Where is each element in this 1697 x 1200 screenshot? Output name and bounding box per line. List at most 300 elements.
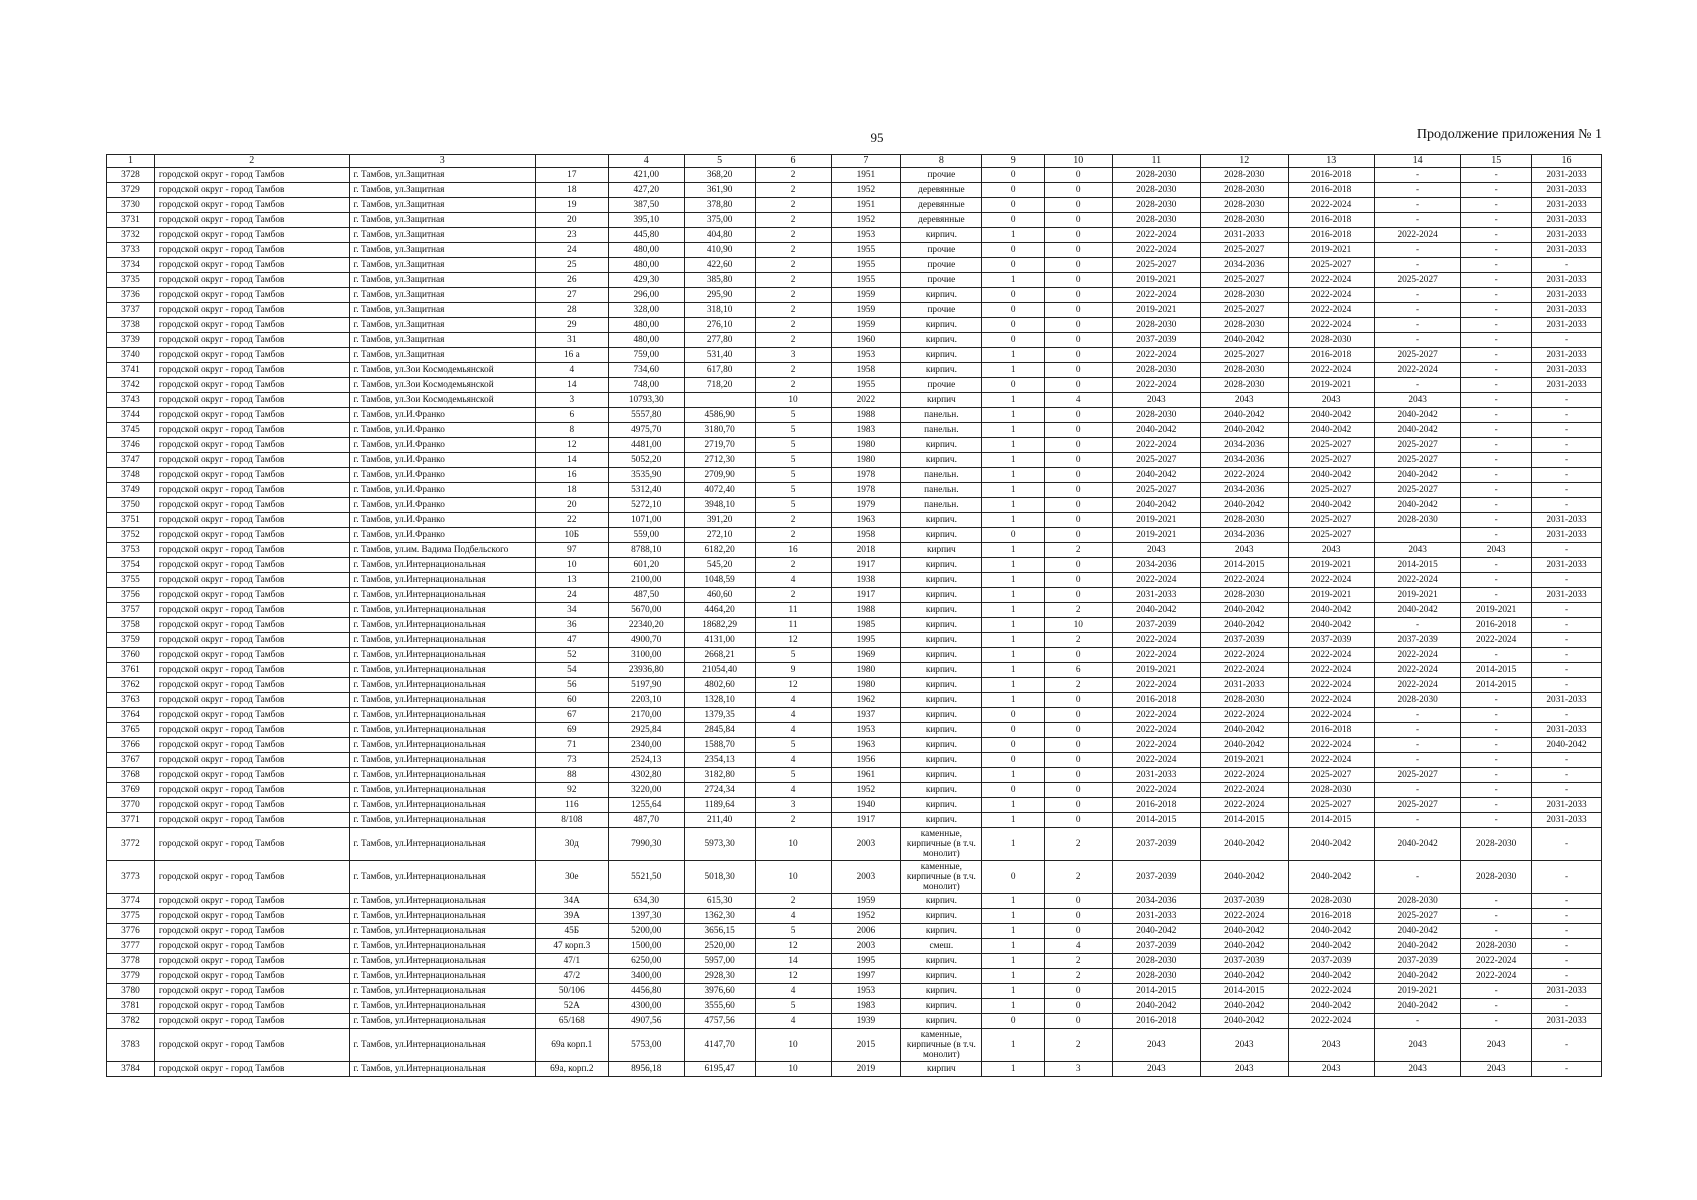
table-cell: - xyxy=(1374,723,1460,738)
table-cell: 69а корп.1 xyxy=(535,1029,608,1062)
table-cell: 1952 xyxy=(831,909,901,924)
table-cell: 2040-2042 xyxy=(1288,861,1374,894)
table-cell: 2016-2018 xyxy=(1112,693,1200,708)
table-cell: 31 xyxy=(535,333,608,348)
table-cell: 4 xyxy=(755,909,831,924)
table-row xyxy=(107,723,1602,738)
table-cell: г. Тамбов, ул.Интернациональная xyxy=(349,954,535,969)
table-cell: - xyxy=(1461,558,1532,573)
table-cell: 2 xyxy=(755,813,831,828)
table-cell: кирпич. xyxy=(901,1014,982,1029)
table-cell: - xyxy=(1461,1014,1532,1029)
table-cell: 5 xyxy=(755,498,831,513)
table-cell: 1 xyxy=(982,648,1044,663)
table-cell: 1939 xyxy=(831,1014,901,1029)
table-cell: 1 xyxy=(982,543,1044,558)
table-cell: 3771 xyxy=(107,813,155,828)
table-cell: 3736 xyxy=(107,288,155,303)
table-cell: панельн. xyxy=(901,423,982,438)
table-cell: каменные, кирпичные (в т.ч. монолит) xyxy=(901,861,982,894)
table-cell: - xyxy=(1374,861,1460,894)
table-cell: 1500,00 xyxy=(608,939,684,954)
table-cell: 3745 xyxy=(107,423,155,438)
table-cell: 0 xyxy=(1044,273,1112,288)
table-cell: смеш. xyxy=(901,939,982,954)
table-cell: 2034-2036 xyxy=(1201,438,1288,453)
table-cell: панельн. xyxy=(901,498,982,513)
table-cell: 3779 xyxy=(107,969,155,984)
table-cell: кирпич. xyxy=(901,528,982,543)
table-cell: г. Тамбов, ул.Интернациональная xyxy=(349,984,535,999)
table-cell: г. Тамбов, ул.И.Франко xyxy=(349,468,535,483)
table-row xyxy=(107,198,1602,213)
table-cell: - xyxy=(1461,363,1532,378)
table-row xyxy=(107,603,1602,618)
table-cell: 2040-2042 xyxy=(1288,408,1374,423)
table-cell: 1 xyxy=(982,438,1044,453)
table-row xyxy=(107,954,1602,969)
table-cell: - xyxy=(1532,663,1602,678)
table-cell: 1952 xyxy=(831,183,901,198)
table-cell: 5 xyxy=(755,738,831,753)
table-row xyxy=(107,798,1602,813)
table-cell: городской округ - город Тамбов xyxy=(154,738,349,753)
table-cell: - xyxy=(1461,483,1532,498)
table-cell: 2022-2024 xyxy=(1288,198,1374,213)
table-cell: 1 xyxy=(982,588,1044,603)
table-cell: 2028-2030 xyxy=(1201,513,1288,528)
table-cell: 368,20 xyxy=(684,168,755,183)
table-cell: 545,20 xyxy=(684,558,755,573)
table-cell: 3737 xyxy=(107,303,155,318)
table-cell: 4464,20 xyxy=(684,603,755,618)
table-cell: г. Тамбов, ул.Интернациональная xyxy=(349,738,535,753)
table-cell: 88 xyxy=(535,768,608,783)
table-cell: - xyxy=(1461,318,1532,333)
table-cell: городской округ - город Тамбов xyxy=(154,588,349,603)
table-cell: 0 xyxy=(1044,228,1112,243)
table-cell: г. Тамбов, ул.Интернациональная xyxy=(349,603,535,618)
table-cell: 2040-2042 xyxy=(1288,924,1374,939)
table-cell: - xyxy=(1374,708,1460,723)
table-cell: 2845,84 xyxy=(684,723,755,738)
table-cell: 1953 xyxy=(831,723,901,738)
table-cell: 2022-2024 xyxy=(1461,954,1532,969)
table-cell: 2028-2030 xyxy=(1201,318,1288,333)
table-cell: 559,00 xyxy=(608,528,684,543)
table-cell: 30е xyxy=(535,861,608,894)
table-cell: 2031-2033 xyxy=(1532,1014,1602,1029)
table-cell: деревянные xyxy=(901,213,982,228)
table-cell: 2022-2024 xyxy=(1112,348,1200,363)
table-cell: г. Тамбов, ул.Интернациональная xyxy=(349,663,535,678)
table-cell: 2022-2024 xyxy=(1288,738,1374,753)
table-cell: г. Тамбов, ул.Интернациональная xyxy=(349,768,535,783)
table-cell: 2028-2030 xyxy=(1112,954,1200,969)
table-cell: 1 xyxy=(982,393,1044,408)
table-cell: 5 xyxy=(755,483,831,498)
table-cell: 0 xyxy=(1044,348,1112,363)
table-cell: каменные, кирпичные (в т.ч. монолит) xyxy=(901,828,982,861)
table-cell: 2043 xyxy=(1288,393,1374,408)
table-cell: 2022-2024 xyxy=(1288,678,1374,693)
table-cell: - xyxy=(1532,603,1602,618)
table-cell: 2040-2042 xyxy=(1201,408,1288,423)
table-cell: 2 xyxy=(755,513,831,528)
table-cell: 3555,60 xyxy=(684,999,755,1014)
table-cell: 2016-2018 xyxy=(1288,183,1374,198)
table-cell: 20 xyxy=(535,498,608,513)
table-cell: - xyxy=(1461,999,1532,1014)
table-cell: 4131,00 xyxy=(684,633,755,648)
table-cell: 2040-2042 xyxy=(1201,1014,1288,1029)
table-cell: 2040-2042 xyxy=(1112,603,1200,618)
table-cell: - xyxy=(1461,393,1532,408)
table-cell: 3744 xyxy=(107,408,155,423)
table-cell: 2028-2030 xyxy=(1374,894,1460,909)
table-cell: 4072,40 xyxy=(684,483,755,498)
table-cell: 1983 xyxy=(831,999,901,1014)
table-cell: 1362,30 xyxy=(684,909,755,924)
table-row xyxy=(107,363,1602,378)
table-cell: 2022-2024 xyxy=(1201,708,1288,723)
table-cell: 2028-2030 xyxy=(1201,378,1288,393)
table-cell: - xyxy=(1532,483,1602,498)
table-cell: 2034-2036 xyxy=(1201,528,1288,543)
table-row xyxy=(107,693,1602,708)
table-cell: 3948,10 xyxy=(684,498,755,513)
table-cell: 2037-2039 xyxy=(1374,633,1460,648)
table-row xyxy=(107,969,1602,984)
table-cell: 1 xyxy=(982,408,1044,423)
table-cell: 2028-2030 xyxy=(1201,183,1288,198)
table-cell: 4 xyxy=(755,723,831,738)
table-cell: - xyxy=(1532,828,1602,861)
table-cell: 1588,70 xyxy=(684,738,755,753)
table-cell: 5052,20 xyxy=(608,453,684,468)
table-cell: - xyxy=(1461,924,1532,939)
table-cell: деревянные xyxy=(901,198,982,213)
table-cell: 3182,80 xyxy=(684,768,755,783)
table-cell: 2025-2027 xyxy=(1288,798,1374,813)
table-row xyxy=(107,243,1602,258)
table-cell: 2022-2024 xyxy=(1288,648,1374,663)
table-row xyxy=(107,648,1602,663)
table-cell: - xyxy=(1532,969,1602,984)
table-cell: 2034-2036 xyxy=(1201,453,1288,468)
table-cell: 2037-2039 xyxy=(1112,828,1200,861)
table-cell: 2043 xyxy=(1201,1062,1288,1077)
table-cell: 0 xyxy=(1044,243,1112,258)
table-cell: 2 xyxy=(755,318,831,333)
table-cell: 1959 xyxy=(831,288,901,303)
table-cell: 1 xyxy=(982,999,1044,1014)
table-cell: - xyxy=(1374,378,1460,393)
table-cell: 1 xyxy=(982,228,1044,243)
table-cell: 2016-2018 xyxy=(1288,228,1374,243)
table-cell: кирпич. xyxy=(901,813,982,828)
table-cell: 0 xyxy=(1044,303,1112,318)
table-cell: 21054,40 xyxy=(684,663,755,678)
table-cell: 2028-2030 xyxy=(1374,513,1460,528)
table-row xyxy=(107,894,1602,909)
table-cell: 2 xyxy=(755,303,831,318)
table-cell: 2022-2024 xyxy=(1112,738,1200,753)
table-cell: 2 xyxy=(755,273,831,288)
table-row xyxy=(107,588,1602,603)
table-cell: 2040-2042 xyxy=(1201,924,1288,939)
table-cell: 2022-2024 xyxy=(1288,693,1374,708)
table-row xyxy=(107,768,1602,783)
table-cell: 2022-2024 xyxy=(1201,663,1288,678)
table-cell: городской округ - город Тамбов xyxy=(154,528,349,543)
table-cell: 0 xyxy=(1044,768,1112,783)
table-cell: 0 xyxy=(982,861,1044,894)
table-cell: 1 xyxy=(982,663,1044,678)
table-cell: 3776 xyxy=(107,924,155,939)
table-cell: 2025-2027 xyxy=(1374,798,1460,813)
table-cell: 3778 xyxy=(107,954,155,969)
table-cell: 2043 xyxy=(1461,543,1532,558)
table-cell: 2003 xyxy=(831,939,901,954)
table-cell: кирпич. xyxy=(901,558,982,573)
table-cell: 2022-2024 xyxy=(1112,573,1200,588)
table-cell: 2025-2027 xyxy=(1201,303,1288,318)
table-cell: 1955 xyxy=(831,243,901,258)
table-cell: 2 xyxy=(1044,1029,1112,1062)
table-cell: городской округ - город Тамбов xyxy=(154,999,349,1014)
table-cell: 2031-2033 xyxy=(1532,813,1602,828)
table-cell: 0 xyxy=(1044,738,1112,753)
table-cell: 2028-2030 xyxy=(1112,363,1200,378)
table-cell: городской округ - город Тамбов xyxy=(154,798,349,813)
table-cell: - xyxy=(1532,333,1602,348)
column-header-8: 7 xyxy=(831,155,901,168)
table-row xyxy=(107,468,1602,483)
table-cell: - xyxy=(1532,543,1602,558)
table-cell: 1328,10 xyxy=(684,693,755,708)
table-cell: 47/2 xyxy=(535,969,608,984)
table-cell: 1 xyxy=(982,924,1044,939)
table-cell: г. Тамбов, ул.Интернациональная xyxy=(349,588,535,603)
table-cell: кирпич. xyxy=(901,438,982,453)
table-cell: прочие xyxy=(901,258,982,273)
table-cell: кирпич xyxy=(901,1062,982,1077)
table-cell: 23 xyxy=(535,228,608,243)
table-cell: 1988 xyxy=(831,603,901,618)
table-cell: 421,00 xyxy=(608,168,684,183)
table-cell: 50/106 xyxy=(535,984,608,999)
table-cell: - xyxy=(1461,243,1532,258)
table-cell: 2014-2015 xyxy=(1288,813,1374,828)
table-cell: 5197,90 xyxy=(608,678,684,693)
table-cell: 2028-2030 xyxy=(1112,408,1200,423)
table-cell: прочие xyxy=(901,243,982,258)
table-cell: 2040-2042 xyxy=(1201,423,1288,438)
table-cell: г. Тамбов, ул.Интернациональная xyxy=(349,708,535,723)
table-cell: 2028-2030 xyxy=(1288,894,1374,909)
table-cell: 1 xyxy=(982,363,1044,378)
table-cell: 2034-2036 xyxy=(1112,558,1200,573)
table-cell: прочие xyxy=(901,168,982,183)
table-cell: 1 xyxy=(982,894,1044,909)
table-cell: - xyxy=(1461,708,1532,723)
table-cell: 429,30 xyxy=(608,273,684,288)
table-cell: г. Тамбов, ул.И.Франко xyxy=(349,498,535,513)
table-cell: - xyxy=(1532,954,1602,969)
table-cell: 16 xyxy=(755,543,831,558)
table-cell: 5200,00 xyxy=(608,924,684,939)
table-cell: - xyxy=(1461,648,1532,663)
table-cell: - xyxy=(1461,798,1532,813)
table-cell: 3100,00 xyxy=(608,648,684,663)
table-cell: г. Тамбов, ул.им. Вадима Подбельского xyxy=(349,543,535,558)
table-cell: 2019-2021 xyxy=(1461,603,1532,618)
table-cell: 531,40 xyxy=(684,348,755,363)
table-cell: 1952 xyxy=(831,783,901,798)
table-cell: 0 xyxy=(982,378,1044,393)
table-cell: 28 xyxy=(535,303,608,318)
table-cell: - xyxy=(1532,633,1602,648)
table-cell: г. Тамбов, ул.Интернациональная xyxy=(349,693,535,708)
table-cell: 92 xyxy=(535,783,608,798)
table-cell: 2 xyxy=(1044,954,1112,969)
table-cell: 2025-2027 xyxy=(1374,273,1460,288)
table-cell: 0 xyxy=(982,723,1044,738)
table-cell: 97 xyxy=(535,543,608,558)
table-row xyxy=(107,861,1602,894)
table-cell: 22 xyxy=(535,513,608,528)
table-cell: 3766 xyxy=(107,738,155,753)
table-cell: - xyxy=(1461,258,1532,273)
table-cell: 2019-2021 xyxy=(1201,753,1288,768)
table-cell: - xyxy=(1461,693,1532,708)
table-cell: 2040-2042 xyxy=(1201,939,1288,954)
table-cell: 2040-2042 xyxy=(1201,738,1288,753)
table-row xyxy=(107,453,1602,468)
table-cell: 3732 xyxy=(107,228,155,243)
table-cell: 10 xyxy=(535,558,608,573)
table-cell: 2016-2018 xyxy=(1288,213,1374,228)
table-cell: кирпич. xyxy=(901,909,982,924)
table-cell: 2025-2027 xyxy=(1374,909,1460,924)
table-cell: кирпич. xyxy=(901,333,982,348)
table-cell: 2016-2018 xyxy=(1288,168,1374,183)
table-cell: городской округ - город Тамбов xyxy=(154,228,349,243)
table-cell: 3748 xyxy=(107,468,155,483)
table-cell: 3757 xyxy=(107,603,155,618)
table-cell: 378,80 xyxy=(684,198,755,213)
table-cell: 2028-2030 xyxy=(1461,861,1532,894)
table-cell: 3755 xyxy=(107,573,155,588)
table-cell: г. Тамбов, ул.Интернациональная xyxy=(349,894,535,909)
table-cell: 2019-2021 xyxy=(1112,528,1200,543)
table-row xyxy=(107,168,1602,183)
table-cell: городской округ - город Тамбов xyxy=(154,663,349,678)
table-cell: 52 xyxy=(535,648,608,663)
table-cell: 617,80 xyxy=(684,363,755,378)
table-cell: 3743 xyxy=(107,393,155,408)
table-cell: 5312,40 xyxy=(608,483,684,498)
table-row xyxy=(107,318,1602,333)
table-row xyxy=(107,783,1602,798)
column-header-5: 4 xyxy=(608,155,684,168)
table-cell: 3780 xyxy=(107,984,155,999)
table-cell: городской округ - город Тамбов xyxy=(154,213,349,228)
table-cell: 487,50 xyxy=(608,588,684,603)
table-cell: 2019-2021 xyxy=(1288,588,1374,603)
table-cell: 3731 xyxy=(107,213,155,228)
table-cell: 1 xyxy=(982,453,1044,468)
table-cell: 10 xyxy=(755,861,831,894)
table-cell: кирпич. xyxy=(901,753,982,768)
table-cell: - xyxy=(1374,213,1460,228)
table-cell: 2022-2024 xyxy=(1288,708,1374,723)
table-cell: кирпич xyxy=(901,543,982,558)
table-cell: 5670,00 xyxy=(608,603,684,618)
table-cell: 0 xyxy=(982,168,1044,183)
table-cell: 1953 xyxy=(831,348,901,363)
table-cell: 6182,20 xyxy=(684,543,755,558)
table-cell: 39А xyxy=(535,909,608,924)
table-cell: 0 xyxy=(1044,894,1112,909)
table-cell: 634,30 xyxy=(608,894,684,909)
table-cell: 10 xyxy=(755,1029,831,1062)
table-row xyxy=(107,1014,1602,1029)
table-cell: 2014-2015 xyxy=(1201,813,1288,828)
table-row xyxy=(107,438,1602,453)
table-cell: - xyxy=(1532,753,1602,768)
table-row xyxy=(107,708,1602,723)
table-cell: городской округ - город Тамбов xyxy=(154,393,349,408)
table-row xyxy=(107,348,1602,363)
table-cell: 2019-2021 xyxy=(1288,558,1374,573)
table-cell: кирпич. xyxy=(901,723,982,738)
table-cell: 2022-2024 xyxy=(1201,573,1288,588)
table-cell: - xyxy=(1532,618,1602,633)
table-cell: 2043 xyxy=(1374,393,1460,408)
table-cell: 2022-2024 xyxy=(1112,243,1200,258)
table-cell: 73 xyxy=(535,753,608,768)
table-row xyxy=(107,1029,1602,1062)
table-cell: 1 xyxy=(982,939,1044,954)
table-cell: 1978 xyxy=(831,468,901,483)
table-cell: 2040-2042 xyxy=(1374,924,1460,939)
table-cell: 2016-2018 xyxy=(1461,618,1532,633)
table-cell: 3730 xyxy=(107,198,155,213)
table-cell: - xyxy=(1532,423,1602,438)
table-cell xyxy=(1374,528,1460,543)
table-cell: 2043 xyxy=(1288,1062,1374,1077)
table-cell: 2031-2033 xyxy=(1532,984,1602,999)
table-cell: 3734 xyxy=(107,258,155,273)
table-cell: 2 xyxy=(1044,543,1112,558)
table-cell: кирпич. xyxy=(901,924,982,939)
table-row xyxy=(107,828,1602,861)
table-cell: 2028-2030 xyxy=(1374,693,1460,708)
table-cell: 1983 xyxy=(831,423,901,438)
table-cell: 4 xyxy=(755,984,831,999)
table-cell: 1 xyxy=(982,768,1044,783)
table-cell: 1 xyxy=(982,984,1044,999)
table-cell: 3 xyxy=(535,393,608,408)
table-cell: 5 xyxy=(755,924,831,939)
table-cell: г. Тамбов, ул.Интернациональная xyxy=(349,678,535,693)
table-cell: 718,20 xyxy=(684,378,755,393)
table-cell: 2040-2042 xyxy=(1374,939,1460,954)
table-cell: 2003 xyxy=(831,828,901,861)
table-cell: 2025-2027 xyxy=(1374,348,1460,363)
